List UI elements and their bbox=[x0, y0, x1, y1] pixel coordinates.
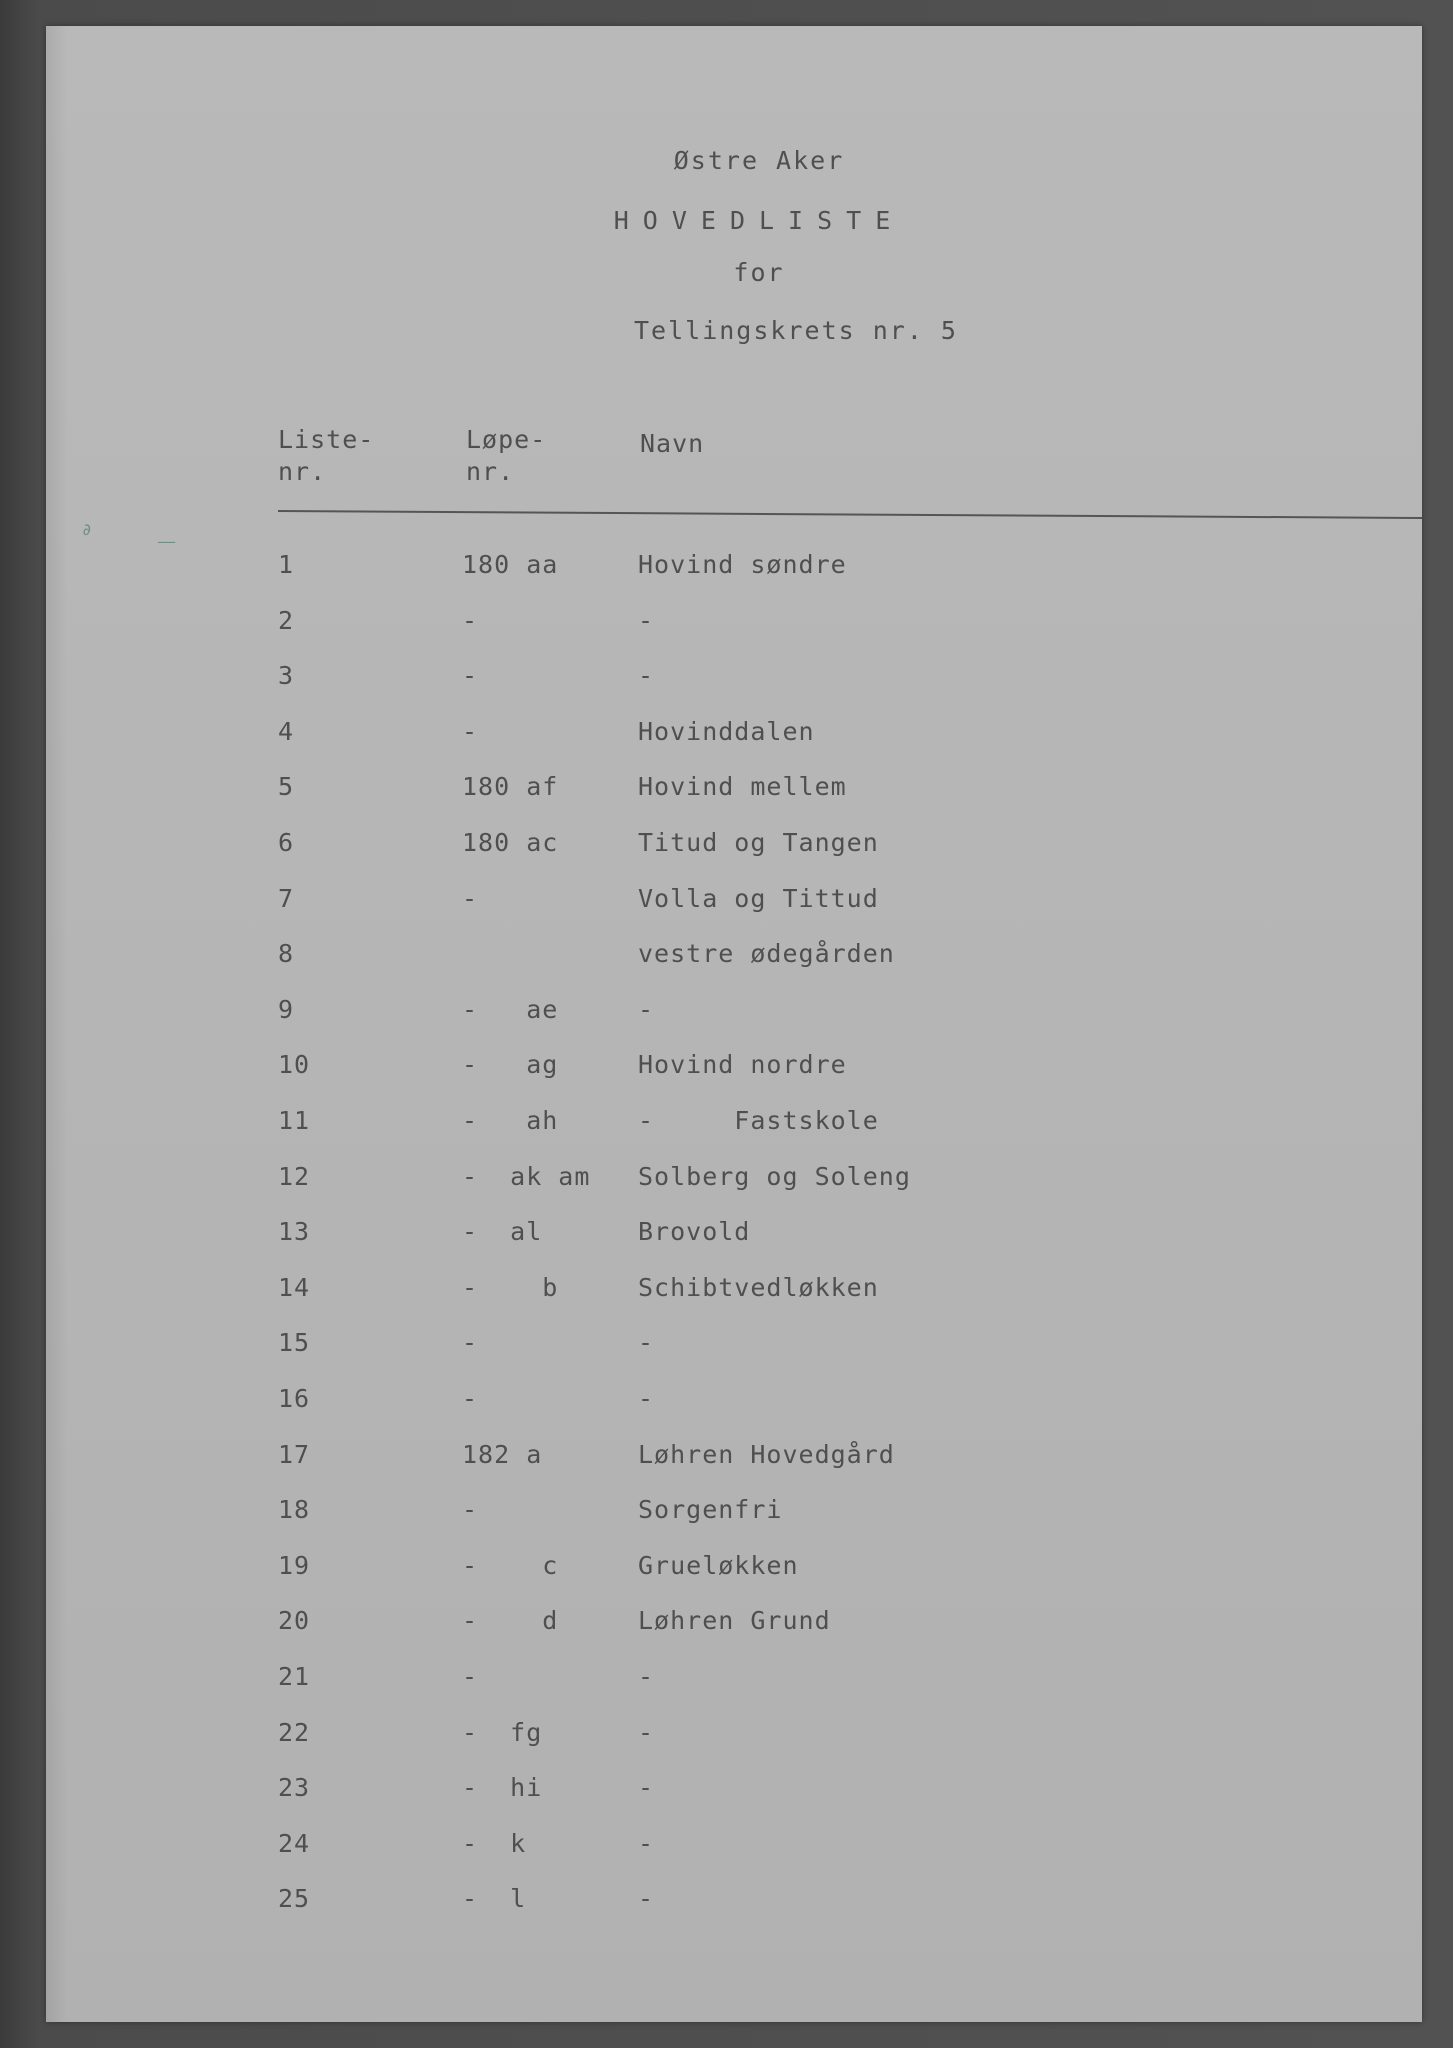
serial-number-cell: - hi bbox=[462, 1773, 543, 1803]
name-cell: - bbox=[638, 1828, 655, 1858]
name-cell: Løhren Grund bbox=[638, 1606, 831, 1636]
serial-number-cell: - bbox=[462, 605, 479, 635]
table-row bbox=[46, 1718, 1422, 1758]
name-cell: Hovinddalen bbox=[638, 716, 815, 746]
for-label: for bbox=[733, 258, 785, 287]
list-number-cell: 17 bbox=[278, 1439, 311, 1469]
serial-number-cell: - l bbox=[462, 1884, 527, 1914]
table-row bbox=[46, 1217, 1422, 1257]
list-number-cell: 7 bbox=[278, 883, 295, 913]
serial-number-cell: - k bbox=[462, 1828, 527, 1858]
table-row bbox=[46, 550, 1422, 590]
serial-number-cell: - c bbox=[462, 1550, 559, 1580]
name-cell: - Fastskole bbox=[638, 1106, 879, 1135]
table-row bbox=[46, 1495, 1422, 1535]
list-number-cell: 20 bbox=[278, 1606, 311, 1636]
list-number-cell: 3 bbox=[278, 661, 295, 691]
serial-number-cell: - ak am bbox=[462, 1161, 591, 1191]
name-cell: Hovind mellem bbox=[638, 772, 847, 802]
table-row bbox=[46, 1551, 1422, 1591]
name-cell: - bbox=[638, 1884, 655, 1914]
pencil-mark: ∂ bbox=[82, 520, 92, 539]
table-row bbox=[46, 606, 1422, 646]
list-number-cell: 12 bbox=[278, 1161, 311, 1191]
list-number-cell: 11 bbox=[278, 1106, 311, 1135]
serial-number-cell: - b bbox=[462, 1272, 559, 1302]
pencil-dash: –– bbox=[158, 532, 174, 551]
table-row bbox=[46, 1106, 1422, 1146]
table-row bbox=[46, 828, 1422, 868]
list-number-cell: 24 bbox=[278, 1828, 311, 1858]
table-row bbox=[46, 939, 1422, 979]
name-cell: - bbox=[638, 1384, 655, 1413]
name-cell: Schibtvedløkken bbox=[638, 1272, 879, 1302]
list-number-cell: 13 bbox=[278, 1217, 311, 1247]
table-row bbox=[46, 1162, 1422, 1202]
name-cell: Hovind nordre bbox=[638, 1050, 847, 1080]
name-cell: Løhren Hovedgård bbox=[638, 1439, 895, 1469]
name-cell: - bbox=[638, 994, 655, 1024]
serial-number-cell: - fg bbox=[462, 1717, 543, 1747]
table-row bbox=[46, 1050, 1422, 1090]
serial-number-cell: - ae bbox=[462, 994, 559, 1024]
name-cell: - bbox=[638, 1662, 655, 1691]
table-row bbox=[46, 661, 1422, 701]
name-cell: vestre ødegården bbox=[638, 939, 895, 969]
name-cell: Solberg og Soleng bbox=[638, 1161, 911, 1191]
serial-number-cell: - al bbox=[462, 1217, 543, 1247]
serial-number-cell: - bbox=[462, 1328, 479, 1358]
table-row bbox=[46, 995, 1422, 1035]
list-number-cell: 14 bbox=[278, 1272, 311, 1302]
table-row bbox=[46, 1662, 1422, 1702]
serial-number-cell: - bbox=[462, 1384, 479, 1413]
serial-number-cell: - bbox=[462, 1495, 479, 1525]
list-number-cell: 25 bbox=[278, 1884, 311, 1914]
list-number-cell: 4 bbox=[278, 716, 295, 746]
name-cell: - bbox=[638, 1328, 655, 1358]
list-number-cell: 5 bbox=[278, 772, 295, 802]
serial-number-cell: - ag bbox=[462, 1050, 559, 1080]
table-row bbox=[46, 1884, 1422, 1924]
serial-number-cell: - bbox=[462, 716, 479, 746]
name-cell: Brovold bbox=[638, 1217, 751, 1247]
municipality-title: Østre Aker bbox=[673, 146, 845, 175]
table-row bbox=[46, 884, 1422, 924]
serial-number-cell: 180 ac bbox=[462, 828, 559, 857]
name-cell: Sorgenfri bbox=[638, 1495, 783, 1525]
serial-number-cell: - d bbox=[462, 1606, 559, 1636]
list-number-cell: 19 bbox=[278, 1550, 311, 1580]
list-number-cell: 9 bbox=[278, 994, 295, 1024]
list-number-cell: 1 bbox=[278, 550, 295, 579]
district-title: Tellingskrets nr. 5 bbox=[634, 316, 958, 345]
serial-number-cell: - bbox=[462, 883, 479, 913]
list-number-cell: 21 bbox=[278, 1662, 311, 1691]
table-row bbox=[46, 1328, 1422, 1368]
list-number-cell: 6 bbox=[278, 828, 295, 857]
list-number-cell: 18 bbox=[278, 1495, 311, 1525]
table-row bbox=[46, 717, 1422, 757]
name-cell: - bbox=[638, 661, 655, 691]
table-row bbox=[46, 1384, 1422, 1424]
name-cell: - bbox=[638, 605, 655, 635]
name-cell: Hovind søndre bbox=[638, 550, 847, 579]
column-header-liste-nr: Liste- nr. bbox=[278, 425, 375, 486]
serial-number-cell: 182 a bbox=[462, 1439, 543, 1469]
table-row bbox=[46, 772, 1422, 812]
name-cell: Volla og Tittud bbox=[638, 883, 879, 913]
table-row bbox=[46, 1606, 1422, 1646]
list-number-cell: 8 bbox=[278, 939, 295, 969]
name-cell: - bbox=[638, 1773, 655, 1803]
name-cell: - bbox=[638, 1717, 655, 1747]
paper-sheet bbox=[46, 26, 1422, 2022]
serial-number-cell: 180 aa bbox=[462, 550, 559, 579]
table-row bbox=[46, 1440, 1422, 1480]
column-header-navn: Navn bbox=[640, 429, 705, 458]
name-cell: Titud og Tangen bbox=[638, 828, 879, 857]
list-number-cell: 16 bbox=[278, 1384, 311, 1413]
list-title: HOVEDLISTE bbox=[613, 206, 905, 235]
serial-number-cell: - bbox=[462, 1662, 479, 1691]
list-number-cell: 10 bbox=[278, 1050, 311, 1080]
table-row bbox=[46, 1829, 1422, 1869]
list-number-cell: 15 bbox=[278, 1328, 311, 1358]
column-header-lope-nr: Løpe- nr. bbox=[466, 425, 547, 486]
table-row bbox=[46, 1773, 1422, 1813]
table-row bbox=[46, 1273, 1422, 1313]
serial-number-cell: - ah bbox=[462, 1106, 559, 1135]
name-cell: Grueløkken bbox=[638, 1550, 799, 1580]
list-number-cell: 23 bbox=[278, 1773, 311, 1803]
serial-number-cell: - bbox=[462, 661, 479, 691]
serial-number-cell: 180 af bbox=[462, 772, 559, 802]
list-number-cell: 22 bbox=[278, 1717, 311, 1747]
list-number-cell: 2 bbox=[278, 605, 295, 635]
header-divider bbox=[278, 510, 1422, 519]
